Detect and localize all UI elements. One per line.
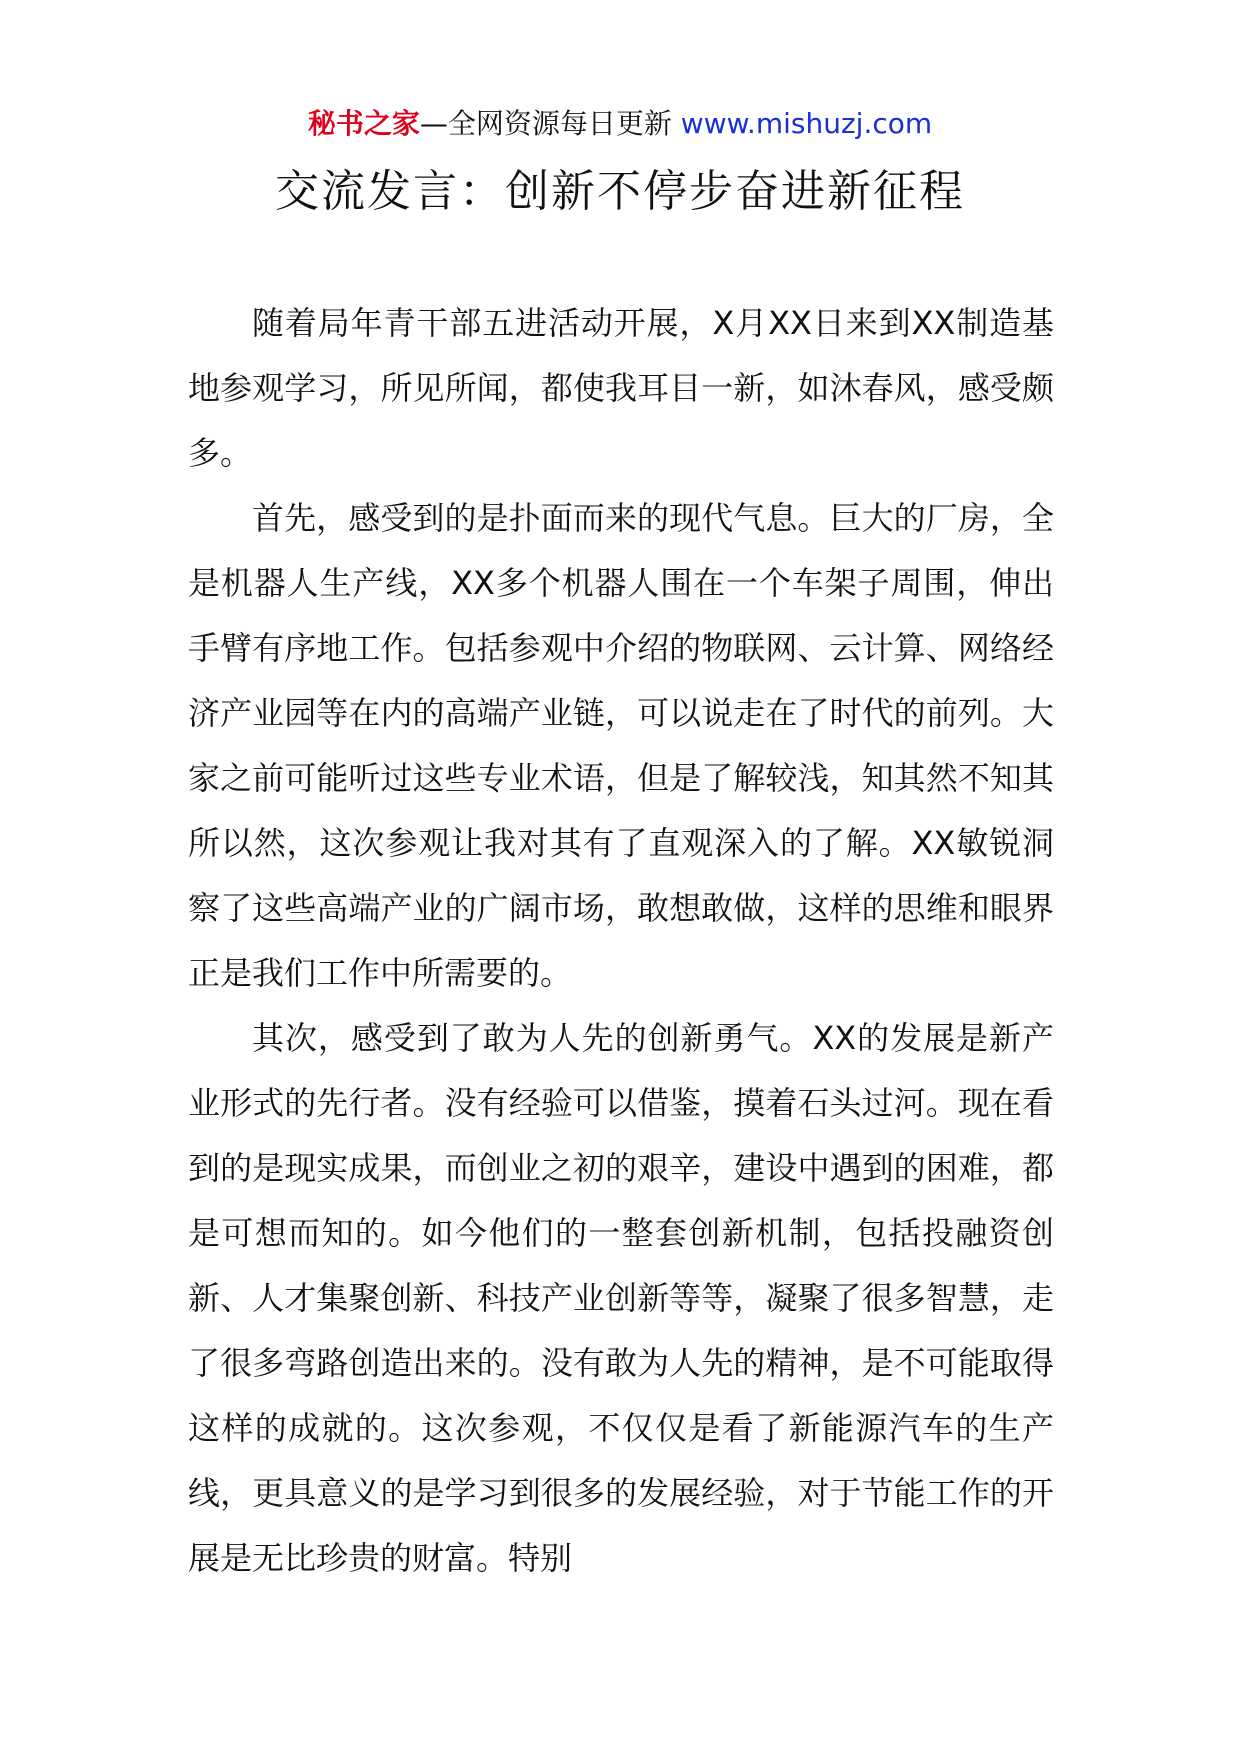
document-body (188, 291, 1054, 1591)
paragraph-1: 随着局年青干部五进活动开展，X月XX日来到XX制造基地参观学习，所见所闻，都使我耳目一新，如沐春风，感受颇多。 (188, 304, 1054, 472)
site-header (0, 104, 1240, 144)
paragraph-3: 其次，感受到了敢为人先的创新勇气。XX的发展是新产业形式的先行者。没有经验可以借鉴，摸着石头过河。现在看到的是现实成果，而创业之初的艰辛，建设中遇到的困难，都是可想而知的。如今他们的一整套创新机制，包括投融资创新、人才集聚创新、科技产业创新等等，凝聚了很多智慧，走了很多弯路创造出来的。没有敢为人先的精神，是不可能取得这样的成就的。这次参观，不仅仅是看了新能源汽车的生产线，更具意义的是学习到很多的发展经验，对于节能工作的开展是无比珍贵的财富。特别 (188, 1019, 1054, 1577)
site-brand: 秘书之家 (307, 107, 420, 140)
paragraph-2: 首先，感受到的是扑面而来的现代气息。巨大的厂房，全是机器人生产线，XX多个机器人围在一个车架子周围，伸出手臂有序地工作。包括参观中介绍的物联网、云计算、网络经济产业园等在内的高端产业链，可以说走在了时代的前列。大家之前可能听过这些专业术语，但是了解较浅，知其然不知其所以然，这次参观让我对其有了直观深入的了解。XX敏锐洞察了这些高端产业的广阔市场，敢想敢做，这样的思维和眼界正是我们工作中所需要的。 (188, 499, 1054, 992)
site-url-link[interactable]: www.mishuzj.com (680, 107, 933, 140)
site-tagline: —全网资源每日更新 (419, 107, 672, 140)
document-title: 交流发言：创新不停步奋进新征程 (275, 166, 965, 217)
